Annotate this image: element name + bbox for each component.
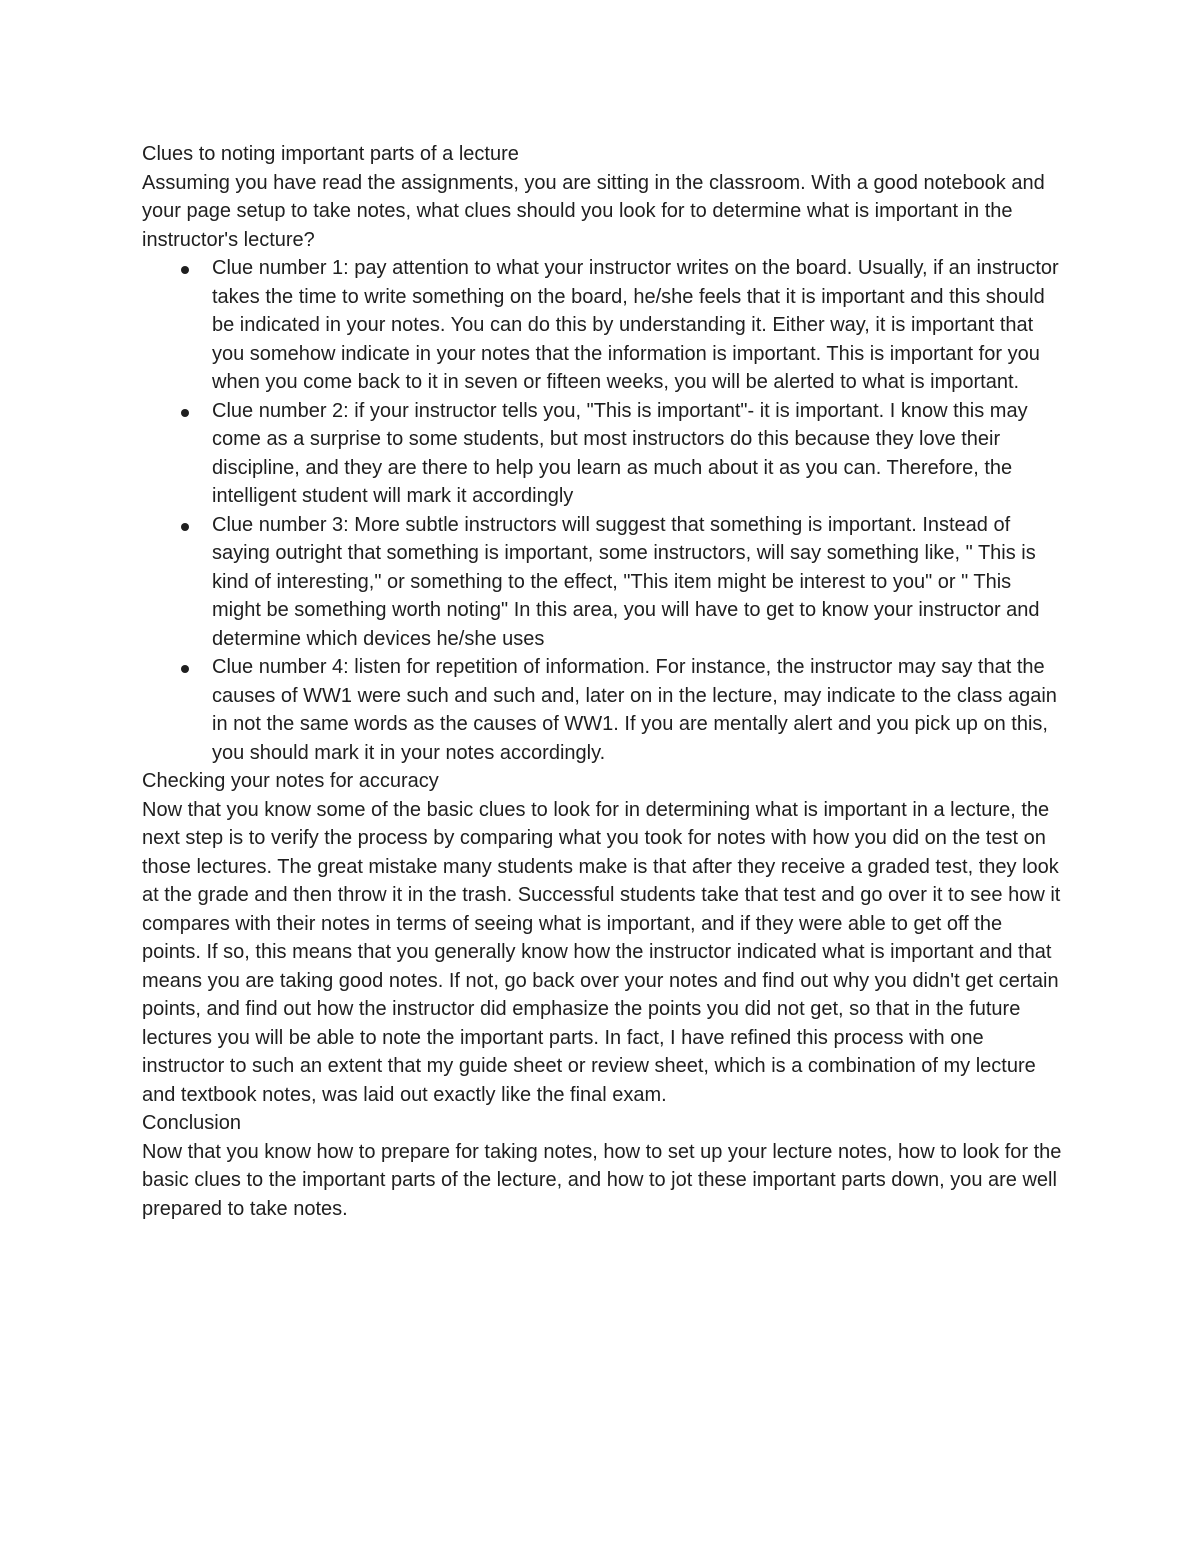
list-item <box>142 397 1062 511</box>
accuracy-paragraph: Now that you know some of the basic clues to look for in determining what is important in a lecture, the next step is to verify the process by comparing what you took for notes with how you did on the test on those lectures. The great mistake many students make is that after they receive a graded test, they look at the grade and then throw it in the trash. Successful students take that test and go over it to see how it compares with their notes in terms of seeing what is important, and if they were able to get off the points. If so, this means that you generally know how the instructor indicated what is important and that means you are taking good notes. If not, go back over your notes and find out why you didn't get certain points, and find out how the instructor did emphasize the points you did not get, so that in the future lectures you will be able to note the important parts. In fact, I have refined this process with one instructor to such an extent that my guide sheet or review sheet, which is a combination of my lecture and textbook notes, was laid out exactly like the final exam. <box>142 798 1061 1106</box>
list-item <box>142 511 1062 654</box>
list-item <box>142 653 1062 767</box>
clue-list <box>142 254 1062 767</box>
bullet-icon <box>181 523 189 531</box>
intro-paragraph: Assuming you have read the assignments, you are sitting in the classroom. With a good notebook and your page setup to take notes, what clues should you look for to determine what is important in the instructor's lecture? <box>142 171 1045 251</box>
bullet-icon <box>181 266 189 274</box>
clue-text: Clue number 1: pay attention to what your instructor writes on the board. Usually, if an instructor takes the time to write something on the board, he/she feels that it is important and this should be indicated in your notes. You can do this by understanding it. Either way, it is important that you somehow indicate in your notes that the information is important. This is important for you when you come back to it in seven or fifteen weeks, you will be alerted to what is important. <box>212 257 1059 393</box>
bullet-icon <box>181 409 189 417</box>
section-heading-clues: Clues to noting important parts of a lecture <box>142 143 519 165</box>
section-heading-accuracy: Checking your notes for accuracy <box>142 770 439 792</box>
section-heading-conclusion: Conclusion <box>142 1112 241 1134</box>
clue-text: Clue number 3: More subtle instructors will suggest that something is important. Instead of saying outright that something is important, some instructors, will say something like, " This is kind of interesting," or something to the effect, "This item might be interest to you" or " This might be something worth noting" In this area, you will have to get to know your instructor and determine which devices he/she uses <box>212 513 1040 650</box>
clue-text: Clue number 4: listen for repetition of information. For instance, the instructor may say that the causes of WW1 were such and such and, later on in the lecture, may indicate to the class again in not the same words as the causes of WW1. If you are mentally alert and you pick up on this, you should mark it in your notes accordingly. <box>212 656 1057 764</box>
bullet-icon <box>181 665 189 673</box>
conclusion-paragraph: Now that you know how to prepare for taking notes, how to set up your lecture notes, how to look for the basic clues to the important parts of the lecture, and how to jot these important parts down, you are well prepared to take notes. <box>142 1140 1062 1220</box>
list-item <box>142 254 1062 397</box>
clue-text: Clue number 2: if your instructor tells you, "This is important"- it is important. I know this may come as a surprise to some students, but most instructors do this because they love their discipline, and they are there to help you learn as much about it as you can. Therefore, the intelligent student will mark it accordingly <box>212 399 1028 507</box>
document-body <box>142 140 1062 1223</box>
